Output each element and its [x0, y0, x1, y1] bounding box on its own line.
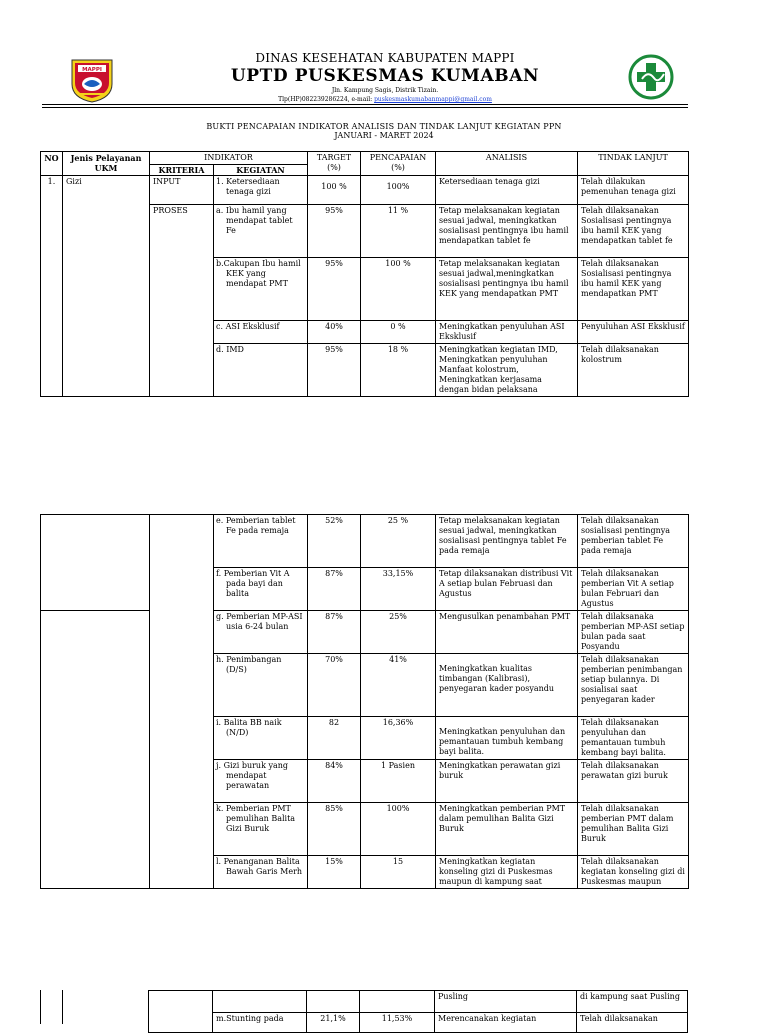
cell-tindak-lanjut: Telah dilaksanakan [577, 1013, 688, 1033]
cell-kegiatan: j. Gizi buruk yang mendapat perawatan [214, 760, 308, 803]
cell-kegiatan: d. IMD [214, 344, 308, 397]
cell-target: 21,1% [307, 1013, 360, 1033]
document-period: JANUARI - MARET 2024 [334, 131, 434, 140]
table-row [149, 991, 688, 1013]
table-row [41, 611, 689, 654]
cell-analisis: Tetap dilaksanakan distribusi Vit A setiap bulan Februasi dan Agustus [436, 568, 578, 611]
cell-target [307, 991, 360, 1013]
cell-kegiatan: i. Balita BB naik (N/D) [214, 717, 308, 760]
cell-pencapaian: 18 % [361, 344, 436, 397]
empty-cell [149, 991, 213, 1033]
cell-analisis: Meningkatkan kualitas timbangan (Kalibrasi), penyegaran kader posyandu [436, 654, 578, 717]
cell-target: 95% [308, 205, 361, 258]
cell-analisis: Meningkatkan pemberian PMT dalam pemulihan Balita Gizi Buruk [436, 803, 578, 856]
col-kriteria: KRITERIA [150, 165, 214, 176]
cell-target: 100 % [308, 176, 361, 205]
cell-tindak-lanjut: Telah dilaksanakan pemberian PMT dalam pemulihan Balita Gizi Buruk [578, 803, 689, 856]
cell-pencapaian: 16,36% [361, 717, 436, 760]
cell-kegiatan: g. Pemberian MP-ASI usia 6-24 bulan [214, 611, 308, 654]
cell-target: 85% [308, 803, 361, 856]
cell-target: 95% [308, 258, 361, 321]
cell-pencapaian: 1 Pasien [361, 760, 436, 803]
col-kegiatan: KEGIATAN [214, 165, 308, 176]
col-indikator: INDIKATOR [150, 152, 308, 165]
cell-tindak-lanjut: Telah dilaksanakan sosialisasi pentingnya pemberian tablet Fe pada remaja [578, 515, 689, 568]
indicator-table-part1 [40, 151, 689, 397]
cell-analisis: Meningkatkan perawatan gizi buruk [436, 760, 578, 803]
cell-tindak-lanjut: Telah dilakukan pemenuhan tenaga gizi [578, 176, 689, 205]
kriteria-proses: PROSES [150, 205, 214, 397]
table-left-border [40, 990, 41, 1024]
cell-pencapaian: 25% [361, 611, 436, 654]
cell-pencapaian: 0 % [361, 321, 436, 344]
cell-analisis: Meningkatkan kegiatan IMD, Meningkatkan penyuluhan Manfaat kolostrum, Meningkatkan kerjasama dengan bidan pelaksana [436, 344, 578, 397]
empty-cell [41, 515, 150, 611]
empty-cell [150, 515, 214, 889]
indicator-table-part3 [148, 990, 688, 1033]
cell-target: 52% [308, 515, 361, 568]
kriteria-input: INPUT [150, 176, 214, 205]
cell-target: 87% [308, 568, 361, 611]
cell-analisis: Tetap melaksanakan kegiatan sesuai jadwal, meningkatkan sosialisasi pentingnya tablet Fe pada remaja [436, 515, 578, 568]
table-row [41, 176, 689, 205]
cell-tindak-lanjut: Telah dilaksanakan perawatan gizi buruk [578, 760, 689, 803]
address-line: Jln. Kampung Sagis, Distrik Tizain. [331, 87, 439, 94]
document-title: BUKTI PENCAPAIAN INDIKATOR ANALISIS DAN TINDAK LANJUT KEGIATAN PPN [206, 122, 562, 131]
cell-analisis: Meningkatkan penyuluhan dan pemantauan tumbuh kembang bayi balita. [436, 717, 578, 760]
cell-target: 84% [308, 760, 361, 803]
cell-target: 82 [308, 717, 361, 760]
cell-tindak-lanjut: Telah dilaksanakan Sosialisasi pentingnya ibu hamil KEK yang mendapatkan PMT [578, 258, 689, 321]
cell-kegiatan: e. Pemberian tablet Fe pada remaja [214, 515, 308, 568]
col-analisis: ANALISIS [436, 152, 578, 176]
logo-left-label: MAPPI [82, 67, 102, 73]
col-no: NO [41, 152, 63, 176]
col-jenis-pelayanan: Jenis Pelayanan UKM [63, 152, 150, 176]
cell-analisis: Merencanakan kegiatan [435, 1013, 577, 1033]
cell-tindak-lanjut: Telah dilaksanakan pemberian penimbangan setiap bulannya. Di sosialisai saat penyegaran kader [578, 654, 689, 717]
row-jenis: Gizi [63, 176, 150, 397]
cell-pencapaian: 25 % [361, 515, 436, 568]
indicator-table-part2 [40, 514, 689, 889]
header-divider [42, 104, 688, 105]
cell-analisis: Meningkatkan penyuluhan ASI Eksklusif [436, 321, 578, 344]
cell-kegiatan [213, 991, 307, 1013]
cell-kegiatan: k. Pemberian PMT pemulihan Balita Gizi Buruk [214, 803, 308, 856]
empty-cell [41, 611, 150, 889]
cell-kegiatan: b.Cakupan Ibu hamil KEK yang mendapat PMT [214, 258, 308, 321]
cell-pencapaian [360, 991, 435, 1013]
contact-prefix: Tlp(HP)082239286224, e-mail: [278, 96, 375, 103]
col-target: TARGET (%) [308, 152, 361, 176]
cell-target: 70% [308, 654, 361, 717]
cell-tindak-lanjut: di kampung saat Pusling [577, 991, 688, 1013]
cell-pencapaian: 15 [361, 856, 436, 889]
cell-kegiatan: 1. Ketersediaan tenaga gizi [214, 176, 308, 205]
email-link[interactable]: puskesmaskumabanmappi@gmail.com [374, 96, 492, 103]
cell-analisis: Ketersediaan tenaga gizi [436, 176, 578, 205]
cell-pencapaian: 11 % [361, 205, 436, 258]
agency-name: DINAS KESEHATAN KABUPATEN MAPPI [255, 51, 515, 65]
col-pencapaian: PENCAPAIAN (%) [361, 152, 436, 176]
cell-tindak-lanjut: Telah dilaksanakan kegiatan konseling gizi di Puskesmas maupun [578, 856, 689, 889]
cell-kegiatan: f. Pemberian Vit A pada bayi dan balita [214, 568, 308, 611]
puskesmas-logo [628, 54, 674, 100]
cell-tindak-lanjut: Telah dilaksanaka pemberian MP-ASI setiap bulan pada saat Posyandu [578, 611, 689, 654]
cell-analisis: Tetap melaksanakan kegiatan sesuai jadwal,meningkatkan sosialisasi pentingnya ibu hamil KEK yang mendapatkan PMT [436, 258, 578, 321]
cell-analisis: Pusling [435, 991, 577, 1013]
cell-kegiatan: a. Ibu hamil yang mendapat tablet Fe [214, 205, 308, 258]
cell-target: 15% [308, 856, 361, 889]
table-inner-border [62, 990, 63, 1024]
cell-tindak-lanjut: Penyuluhan ASI Eksklusif [578, 321, 689, 344]
table-row [149, 1013, 688, 1033]
cell-analisis: Mengusulkan penambahan PMT [436, 611, 578, 654]
cell-tindak-lanjut: Telah dilaksanakan kolostrum [578, 344, 689, 397]
cell-target: 95% [308, 344, 361, 397]
cell-target: 87% [308, 611, 361, 654]
cell-tindak-lanjut: Telah dilaksanakan pemberian Vit A setiap bulan Februari dan Agustus [578, 568, 689, 611]
cell-kegiatan: m.Stunting pada [213, 1013, 307, 1033]
cell-kegiatan: c. ASI Eksklusif [214, 321, 308, 344]
cell-analisis: Meningkatkan kegiatan konseling gizi di Puskesmas maupun di kampung saat [436, 856, 578, 889]
cell-pencapaian: 11,53% [360, 1013, 435, 1033]
row-no: 1. [41, 176, 63, 397]
cell-kegiatan: h. Penimbangan (D/S) [214, 654, 308, 717]
cell-tindak-lanjut: Telah dilaksanakan Sosialisasi pentingnya ibu hamil KEK yang mendapatkan tablet fe [578, 205, 689, 258]
header-divider-thin [42, 107, 688, 108]
cell-kegiatan: l. Penanganan Balita Bawah Garis Merh [214, 856, 308, 889]
col-tindak-lanjut: TINDAK LANJUT [578, 152, 689, 176]
cell-tindak-lanjut: Telah dilaksanakan penyuluhan dan pemantauan tumbuh kembang bayi balita. [578, 717, 689, 760]
cell-pencapaian: 100% [361, 176, 436, 205]
cell-pencapaian: 33,15% [361, 568, 436, 611]
table-row [41, 515, 689, 568]
cell-pencapaian: 41% [361, 654, 436, 717]
cell-pencapaian: 100% [361, 803, 436, 856]
puskesmas-name: UPTD PUSKESMAS KUMABAN [230, 66, 540, 86]
cell-target: 40% [308, 321, 361, 344]
cell-analisis: Tetap melaksanakan kegiatan sesuai jadwal, meningkatkan sosialisasi pentingnya ibu hamil mendapatkan tablet fe [436, 205, 578, 258]
cell-pencapaian: 100 % [361, 258, 436, 321]
